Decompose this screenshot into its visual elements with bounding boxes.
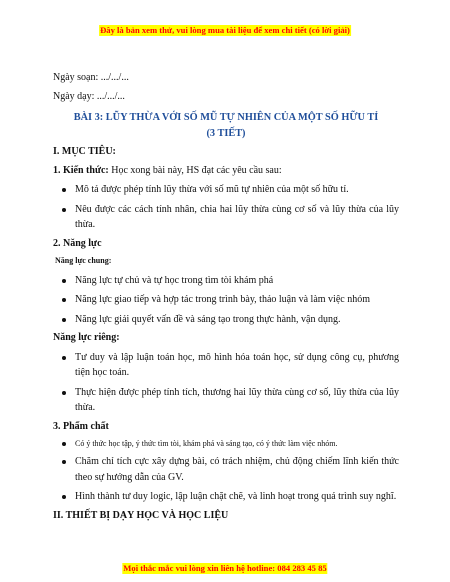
list-item: Năng lực giải quyết vấn đề và sáng tạo trong thực hành, vận dụng. [53,312,399,328]
date-taught: Ngày dạy: .../.../... [53,90,125,102]
lesson-title-line2: (3 TIẾT) [206,128,246,139]
date-prepared: Ngày soạn: .../.../... [53,72,129,83]
general-competence-label: Năng lực chung: [55,256,112,265]
list-item: Nêu được các cách tính nhân, chia hai lũy thừa cùng cơ số và lũy thừa của lũy thừa. [53,202,399,233]
document-body [53,70,399,523]
lesson-title-line1: BÀI 3: LŨY THỪA VỚI SỐ MŨ TỰ NHIÊN CỦA MỘT SỐ HỮU TỈ [73,112,379,123]
quality-list [53,438,399,505]
lesson-title [53,110,399,142]
list-item: Tư duy và lập luận toán học, mô hình hóa toán học, sử dụng công cụ, phương tiện học toán. [53,350,399,381]
knowledge-intro: Học xong bài này, HS đạt các yêu cầu sau: [108,164,282,176]
knowledge-heading [53,163,399,179]
section-objectives: I. MỤC TIÊU: [53,146,116,157]
knowledge-label: 1. Kiến thức: [53,164,109,176]
list-item: Có ý thức học tập, ý thức tìm tòi, khám phá và sáng tạo, có ý thức làm việc nhóm. [53,438,399,450]
list-item: Năng lực giao tiếp và hợp tác trong trình bày, thảo luận và làm việc nhóm [53,292,399,308]
quality-heading: 3. Phẩm chất [53,420,109,432]
list-item: Hình thành tư duy logic, lập luận chặt chẽ, và linh hoạt trong quá trình suy nghĩ. [53,489,399,505]
competence-heading: 2. Năng lực [53,237,102,249]
list-item: Thực hiện được phép tính tích, thương hai lũy thừa cùng cơ số, lũy thừa của lũy thừa. [53,385,399,416]
list-item: Mô tả được phép tính lũy thừa với số mũ tự nhiên của một số hữu tỉ. [53,182,399,198]
preview-banner: Đây là bản xem thử, vui lòng mua tài liệu để xem chi tiết (có lời giải) [100,25,350,35]
hotline-banner: Mọi thắc mắc vui lòng xin liên hệ hotline: 084 283 45 85 [123,563,327,573]
list-item: Năng lực tự chủ và tự học trong tìm tòi khám phá [53,273,399,289]
general-competence-list [53,273,399,328]
section-equipment: II. THIẾT BỊ DẠY HỌC VÀ HỌC LIỆU [53,509,229,521]
specific-competence-list [53,350,399,416]
list-item: Chăm chỉ tích cực xây dựng bài, có trách nhiệm, chủ động chiếm lĩnh kiến thức theo sự hướng dẫn của GV. [53,454,399,485]
specific-competence-label: Năng lực riêng: [53,332,120,343]
knowledge-list [53,182,399,233]
